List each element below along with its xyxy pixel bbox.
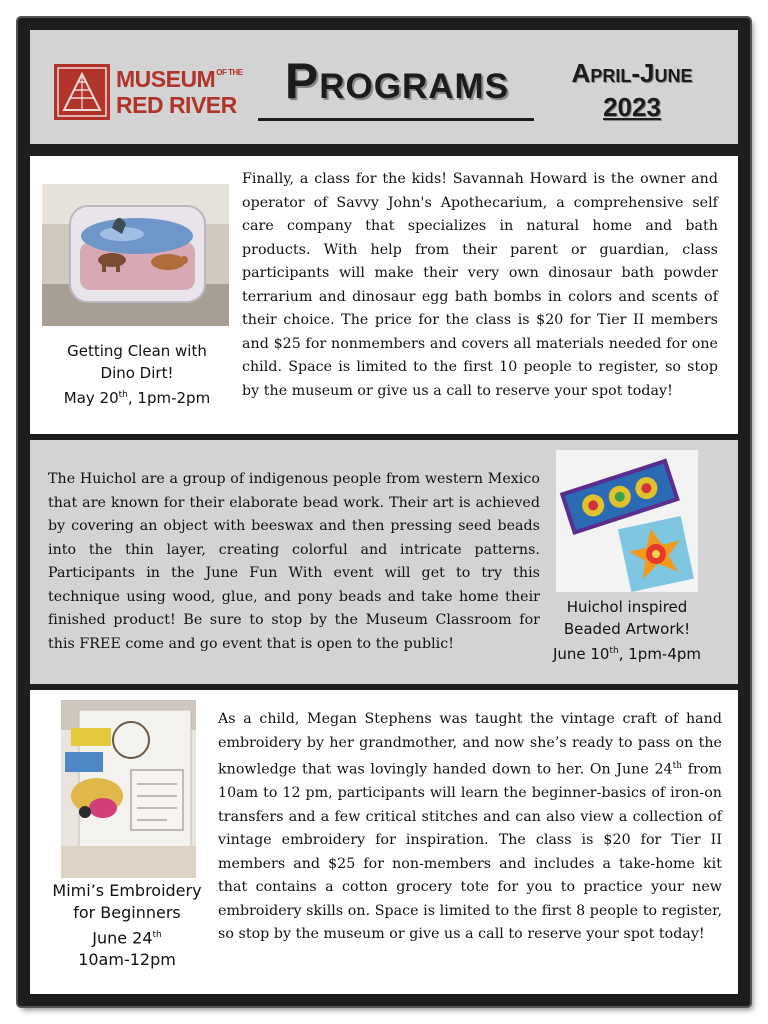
date-range-months: April-June [571,58,693,88]
museum-logo-icon [54,64,110,120]
program-huichol [30,440,738,684]
dino-dirt-photo [42,184,229,326]
caption-title-line2: for Beginners [73,903,181,922]
header-band [30,30,738,144]
dino-dirt-description: Finally, a class for the kids! Savannah Howard is the owner and operator of Savvy John's Apothecarium, a comprehensive self care company that specializes in natural home and bath products. With help from their parent or guardian, class participants will make their very own dinosaur bath powder terrarium and dinosaur egg bath bombs in colors and scents of their choice. The price for the class is $20 for Tier II members and $25 for nonmembers and covers all materials needed for one child. Space is limited to the first 10 people to register, so stop by the museum or give us a call to reserve your spot today! [242,171,718,399]
caption-title-line1: Getting Clean with [67,342,207,360]
caption-date: June 10th, 1pm-4pm [552,645,702,663]
embroidery-photo [61,700,196,878]
date-range-year: 2023 [603,92,661,122]
museum-logo-text [116,66,243,118]
date-range [540,56,724,124]
dino-dirt-caption [44,340,230,409]
caption-time: 10am-12pm [78,950,176,970]
logo-line1: MUSEUM [116,66,216,92]
embroidery-description: As a child, Megan Stephens was taught the vintage craft of hand embroidery by her grandmother, and now she’s ready to pass on the knowledge that was lovingly handed down to her. On June 24th from 10am to 12 pm, participants will learn the beginner-basics of iron-on transfers and a few critical stitches and can also view a collection of vintage embroidery for inspiration. The class is $20 for Tier II members and $25 for non-members and includes a take-home kit that contains a cotton grocery tote for you to practice your new embroidery skills on. Space is limited to the first 8 people to register, so stop by the museum or give us a call to reserve your spot today! [218,711,722,943]
program-dino-dirt [30,156,738,434]
page-title: Programs [284,53,510,109]
huichol-description: The Huichol are a group of indigenous people from western Mexico that are known for their elaborate bead work. Their art is achieved by covering an object with beeswax and then pressing seed beads into the thin layer, creating colorful and intricate patterns. Participants in the June Fun With event will get to try this technique using wood, glue, and pony beads and take home their finished product! Be sure to stop by the Museum Classroom for this FREE come and go event that is open to the public! [48,471,540,652]
huichol-photo [556,450,698,592]
museum-logo [54,64,243,124]
caption-title-line1: Mimi’s Embroidery [52,881,202,900]
caption-date: May 20th, 1pm-2pm [63,389,211,407]
program-embroidery [30,690,738,994]
caption-title-line2: Dino Dirt! [100,364,174,382]
logo-line1-small: OF THE [216,68,243,77]
title-underline [258,118,534,121]
caption-title-line2: Beaded Artwork! [563,620,691,638]
huichol-caption [538,596,716,665]
embroidery-caption [34,880,220,971]
caption-title-line1: Huichol inspired [566,598,688,616]
caption-date: June 24th [92,928,162,948]
logo-line2: RED RIVER [116,92,237,118]
